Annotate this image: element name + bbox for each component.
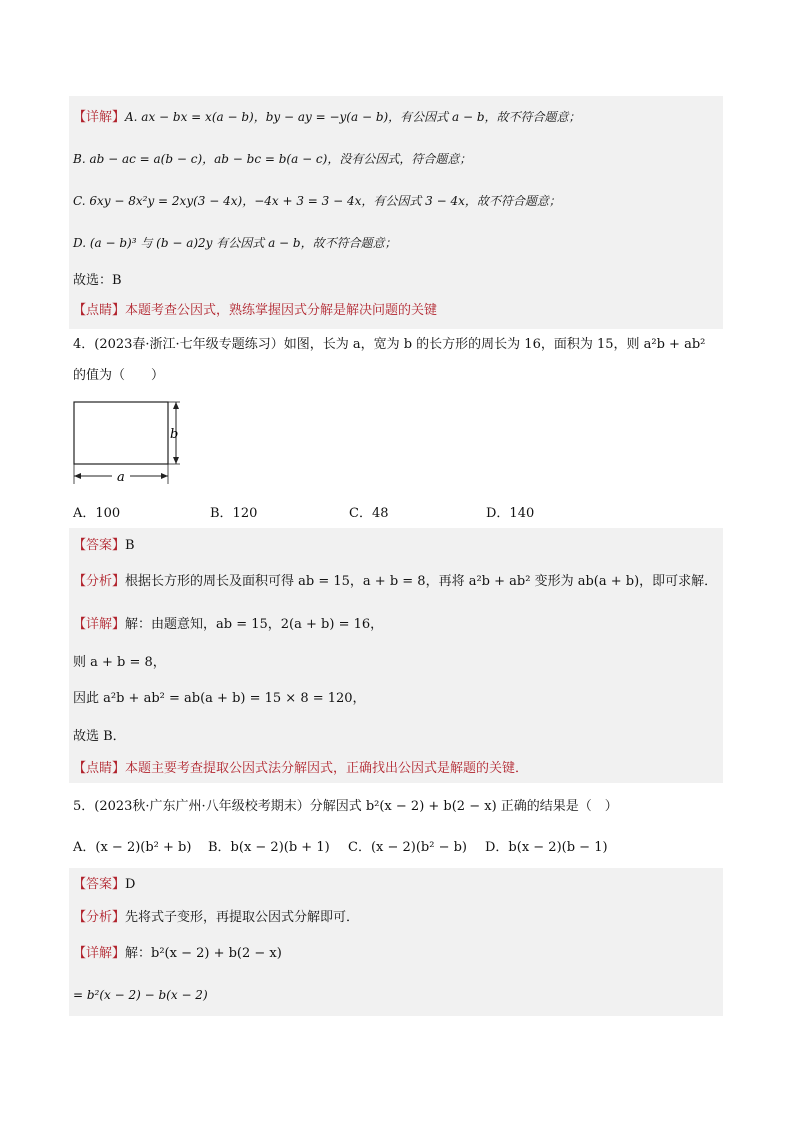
analysis-tag: 【分析】	[73, 910, 126, 925]
a-arrow-left	[74, 473, 81, 479]
answer-tag: 【答案】	[73, 877, 126, 892]
b-arrow-bottom	[173, 457, 179, 464]
analysis-tag: 【分析】	[73, 574, 126, 589]
q4-option-a: A．100	[73, 506, 121, 521]
q3-detail-c: C. 6xy − 8x²y = 2xy(3 − 4x)，−4x + 3 = 3 − 4x，有公因式 3 − 4x，故不符合题意；	[73, 194, 561, 208]
q4-options	[72, 505, 722, 523]
q4-answer: 【答案】B	[73, 538, 135, 553]
q4-stem-line1: 4．(2023春·浙江·七年级专题练习）如图，长为 a，宽为 b 的长方形的周长为 16，面积为 15，则 a²b + ab²	[73, 337, 706, 352]
q5-option-a: A．(x − 2)(b² + b)	[73, 840, 192, 855]
b-arrow-top	[173, 402, 179, 409]
detail-tag: 【详解】	[73, 946, 126, 961]
q4-tip: 【点睛】本题主要考查提取公因式法分解因式，正确找出公因式是解题的关键．	[73, 761, 529, 776]
q5-option-d: D．b(x − 2)(b − 1)	[485, 840, 608, 855]
answer-tag: 【答案】	[73, 538, 126, 553]
q4-option-d: D．140	[486, 506, 535, 521]
q3-detail-b: B. ab − ac = a(b − c)，ab − bc = b(a − c)，没有公因式，符合题意；	[73, 152, 472, 166]
q3-detail-a: 【详解】A. ax − bx = x(a − b)，by − ay = −y(a − b)，有公因式 a − b，故不符合题意；	[73, 110, 581, 125]
q4-therefore: 因此 a²b + ab² = ab(a + b) = 15 × 8 = 120，	[73, 691, 366, 706]
q4-stem-line2: 的值为（ ）	[73, 368, 165, 383]
label-a: a	[117, 470, 125, 485]
tip-tag: 【点睛】	[73, 761, 126, 776]
tip-tag: 【点睛】	[73, 303, 126, 318]
rectangle-figure	[72, 392, 192, 492]
q5-option-c: C．(x − 2)(b² − b)	[348, 840, 468, 855]
q5-analysis: 【分析】先将式子变形，再提取公因式分解即可．	[73, 910, 360, 925]
q3-tip: 【点睛】本题考查公因式，熟练掌握因式分解是解决问题的关键	[73, 303, 438, 318]
detail-tag: 【详解】	[73, 617, 126, 632]
a-arrow-right	[161, 473, 168, 479]
rectangle	[74, 402, 168, 464]
q4-detail: 【详解】解：由题意知，ab = 15，2(a + b) = 16，	[73, 617, 384, 632]
q5-answer: 【答案】D	[73, 877, 136, 892]
q5-options	[72, 839, 722, 857]
q4-option-c: C．48	[349, 506, 389, 521]
label-b: b	[170, 427, 179, 442]
detail-tag: 【详解】	[73, 110, 126, 125]
q4-option-b: B．120	[210, 506, 258, 521]
q5-stem: 5．(2023秋·广东广州·八年级校考期末）分解因式 b²(x − 2) + b(2 − x) 正确的结果是（ ）	[73, 799, 618, 814]
q5-step1: = b²(x − 2) − b(x − 2)	[73, 988, 208, 1002]
solution-block-q3	[69, 96, 723, 329]
q4-choose: 故选 B．	[73, 729, 126, 744]
q3-choose: 故选：B	[73, 273, 122, 288]
q4-then: 则 a + b = 8，	[73, 655, 166, 670]
q3-detail-d: D. (a − b)³ 与 (b − a)2y 有公因式 a − b，故不符合题意；	[73, 236, 397, 250]
q5-detail: 【详解】解：b²(x − 2) + b(2 − x)	[73, 946, 282, 961]
q4-analysis: 【分析】根据长方形的周长及面积可得 ab = 15，a + b = 8，再将 a²b + ab² 变形为 ab(a + b)，即可求解．	[73, 574, 718, 589]
q5-option-b: B．b(x − 2)(b + 1)	[208, 840, 330, 855]
